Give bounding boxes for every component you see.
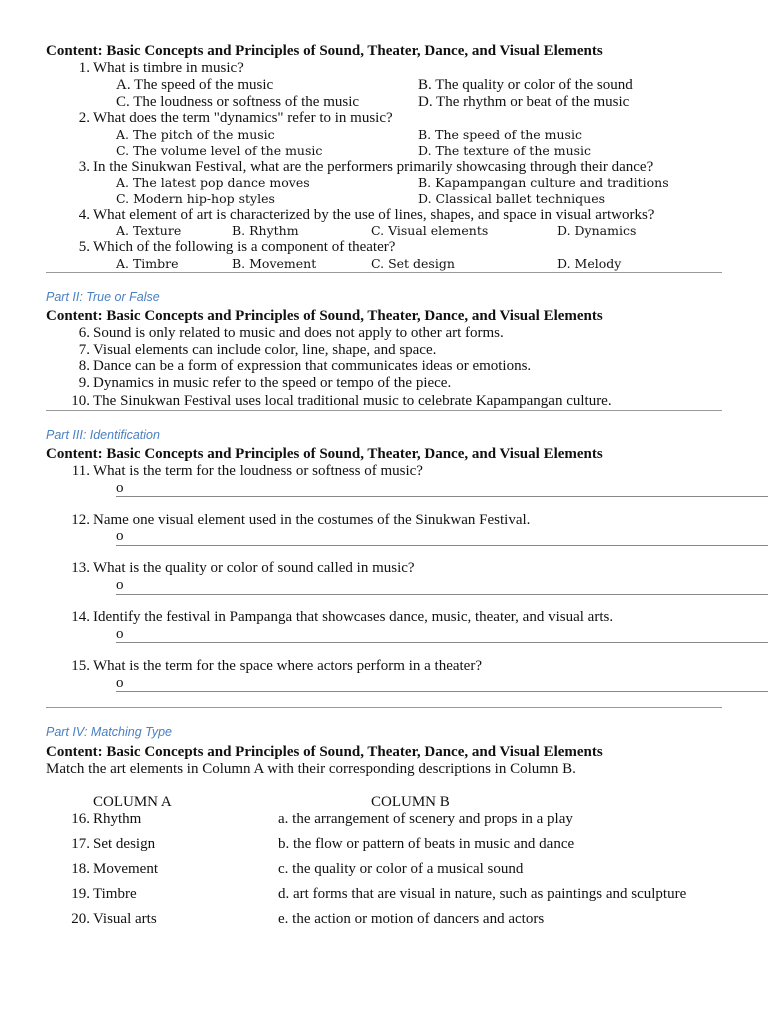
part1-content-heading: Content: Basic Concepts and Principles of Sound, Theater, Dance, and Visual Elements bbox=[46, 43, 603, 59]
part3-content-heading: Content: Basic Concepts and Principles of Sound, Theater, Dance, and Visual Elements bbox=[46, 446, 603, 462]
section-divider bbox=[46, 272, 722, 273]
section-divider bbox=[46, 410, 722, 411]
answer-line-14[interactable] bbox=[116, 642, 768, 643]
id-item-12: 12. Name one visual element used in the costumes of the Sinukwan Festival. bbox=[71, 512, 531, 528]
id-item-11: 11. What is the term for the loudness or softness of music? bbox=[71, 463, 423, 479]
id-item-13: 13. What is the quality or color of sound called in music? bbox=[71, 560, 415, 576]
match-a-19: 19. Timbre bbox=[71, 886, 137, 902]
q1-option-d: D. The rhythm or beat of the music bbox=[418, 94, 630, 110]
part4-instruction: Match the art elements in Column A with their corresponding descriptions in Column B. bbox=[46, 761, 576, 777]
q1-option-a: A. The speed of the music bbox=[116, 77, 274, 93]
q3-option-b: B. Kapampangan culture and traditions bbox=[418, 175, 669, 190]
column-b-header: COLUMN B bbox=[371, 794, 450, 810]
q5-option-c: C. Set design bbox=[371, 256, 455, 271]
question-1: 1. What is timbre in music? bbox=[78, 60, 244, 76]
q5-option-d: D. Melody bbox=[557, 256, 622, 271]
match-b-b: b. the flow or pattern of beats in music and dance bbox=[278, 836, 575, 852]
q2-option-a: A. The pitch of the music bbox=[116, 127, 275, 142]
q1-option-b: B. The quality or color of the sound bbox=[418, 77, 633, 93]
q4-option-a: A. Texture bbox=[116, 223, 182, 238]
section-divider bbox=[46, 707, 722, 708]
question-5: 5. Which of the following is a component of theater? bbox=[78, 239, 396, 255]
answer-bullet: o bbox=[116, 577, 124, 593]
question-2: 2. What does the term "dynamics" refer to in music? bbox=[78, 110, 393, 126]
q5-option-a: A. Timbre bbox=[116, 256, 179, 271]
q3-option-c: C. Modern hip-hop styles bbox=[116, 191, 275, 206]
match-b-e: e. the action or motion of dancers and actors bbox=[278, 911, 545, 927]
answer-line-13[interactable] bbox=[116, 594, 768, 595]
answer-bullet: o bbox=[116, 480, 124, 496]
answer-line-11[interactable] bbox=[116, 496, 768, 497]
answer-bullet: o bbox=[116, 675, 124, 691]
q5-option-b: B. Movement bbox=[232, 256, 317, 271]
part2-title: Part II: True or False bbox=[46, 290, 160, 304]
q2-option-c: C. The volume level of the music bbox=[116, 143, 323, 158]
q2-option-b: B. The speed of the music bbox=[418, 127, 582, 142]
question-4: 4. What element of art is characterized by the use of lines, shapes, and space in visual artworks? bbox=[78, 207, 655, 223]
answer-line-12[interactable] bbox=[116, 545, 768, 546]
answer-bullet: o bbox=[116, 626, 124, 642]
match-a-17: 17. Set design bbox=[71, 836, 156, 852]
question-3: 3. In the Sinukwan Festival, what are the performers primarily showcasing through their dance? bbox=[78, 159, 654, 175]
match-a-16: 16. Rhythm bbox=[71, 811, 142, 827]
tf-item-7: 7. Visual elements can include color, line, shape, and space. bbox=[78, 342, 437, 358]
q4-option-d: D. Dynamics bbox=[557, 223, 637, 238]
tf-item-6: 6. Sound is only related to music and does not apply to other art forms. bbox=[78, 325, 504, 341]
column-a-header: COLUMN A bbox=[93, 794, 172, 810]
q2-option-d: D. The texture of the music bbox=[418, 143, 592, 158]
match-a-20: 20. Visual arts bbox=[71, 911, 157, 927]
answer-line-15[interactable] bbox=[116, 691, 768, 692]
q3-option-a: A. The latest pop dance moves bbox=[116, 175, 310, 190]
q1-option-c: C. The loudness or softness of the music bbox=[116, 94, 360, 110]
part4-title: Part IV: Matching Type bbox=[46, 725, 172, 739]
part4-content-heading: Content: Basic Concepts and Principles of Sound, Theater, Dance, and Visual Elements bbox=[46, 744, 603, 760]
part3-title: Part III: Identification bbox=[46, 428, 160, 442]
q4-option-c: C. Visual elements bbox=[371, 223, 489, 238]
match-b-a: a. the arrangement of scenery and props in a play bbox=[278, 811, 573, 827]
part2-content-heading: Content: Basic Concepts and Principles of Sound, Theater, Dance, and Visual Elements bbox=[46, 308, 603, 324]
match-b-d: d. art forms that are visual in nature, such as paintings and sculpture bbox=[278, 886, 687, 902]
tf-item-10: 10. The Sinukwan Festival uses local traditional music to celebrate Kapampangan culture. bbox=[71, 393, 612, 409]
match-b-c: c. the quality or color of a musical sound bbox=[278, 861, 524, 877]
q4-option-b: B. Rhythm bbox=[232, 223, 299, 238]
match-a-18: 18. Movement bbox=[71, 861, 158, 877]
id-item-15: 15. What is the term for the space where actors perform in a theater? bbox=[71, 658, 482, 674]
answer-bullet: o bbox=[116, 528, 124, 544]
tf-item-9: 9. Dynamics in music refer to the speed or tempo of the piece. bbox=[78, 375, 452, 391]
q3-option-d: D. Classical ballet techniques bbox=[418, 191, 606, 206]
id-item-14: 14. Identify the festival in Pampanga that showcases dance, music, theater, and visual arts. bbox=[71, 609, 614, 625]
tf-item-8: 8. Dance can be a form of expression that communicates ideas or emotions. bbox=[78, 358, 532, 374]
